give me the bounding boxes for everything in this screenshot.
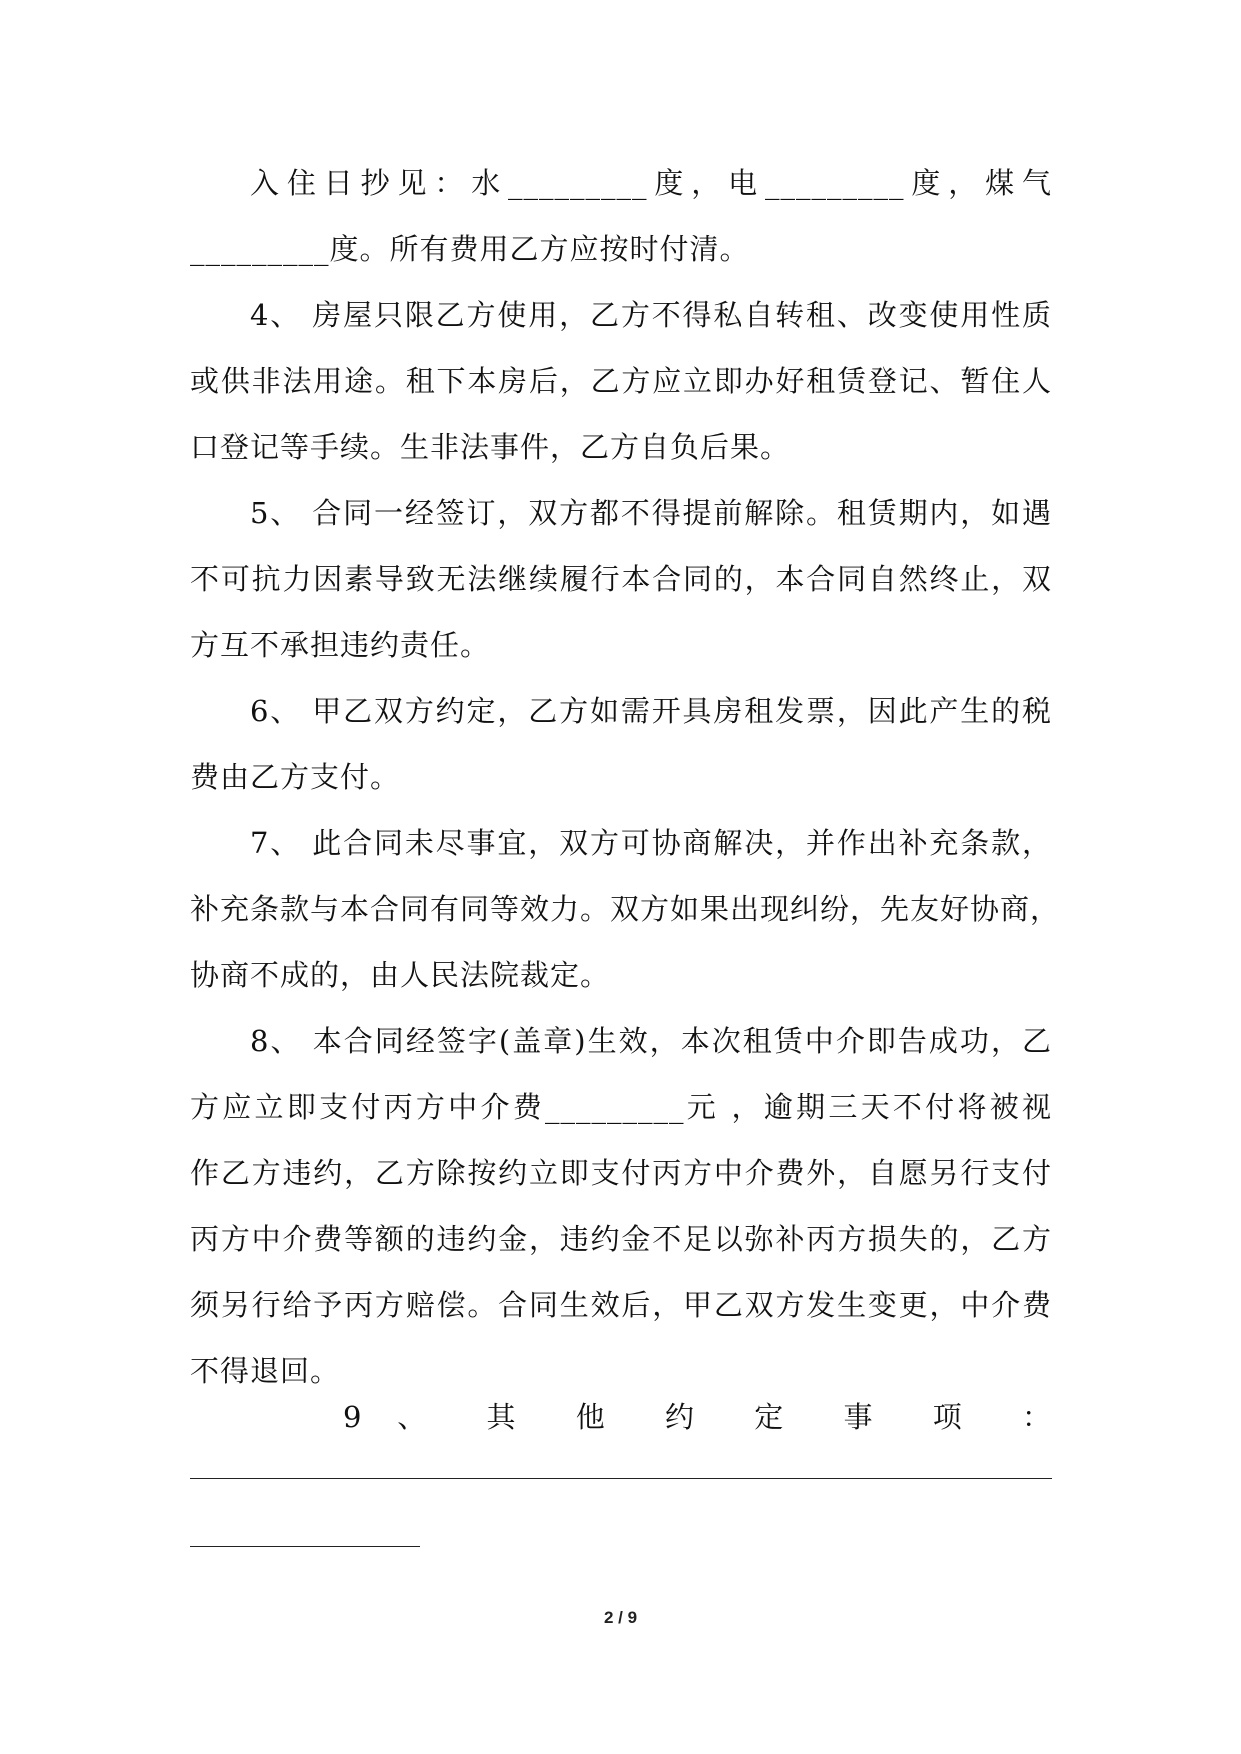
paragraph-line: 补充条款与本合同有同等效力。双方如果出现纠纷，先友好协商， (190, 892, 1061, 926)
paragraph-line: 协商不成的，由人民法院裁定。 (190, 958, 611, 992)
paragraph-line: 须另行给予丙方赔偿。合同生效后，甲乙双方发生变更，中介费 (190, 1288, 1052, 1322)
paragraph-line: 或供非法用途。租下本房后，乙方应立即办好租赁登记、暂住人 (190, 364, 1052, 398)
paragraph-line: 口登记等手续。生非法事件，乙方自负后果。 (190, 430, 791, 464)
paragraph-line: 方应立即支付丙方中介费_________元 ，逾期三天不付将被视 (190, 1090, 1052, 1124)
paragraph-line: 丙方中介费等额的违约金，违约金不足以弥补丙方损失的，乙方 (190, 1222, 1052, 1256)
paragraph-line: 不得退回。 (190, 1354, 341, 1388)
fill-in-blank-line (190, 1546, 420, 1547)
paragraph-line: 作乙方违约，乙方除按约立即支付丙方中介费外，自愿另行支付 (190, 1156, 1052, 1190)
paragraph-line: 4、 房屋只限乙方使用，乙方不得私自转租、改变使用性质 (250, 298, 1052, 332)
paragraph-line: 8、 本合同经签字(盖章)生效，本次租赁中介即告成功，乙 (250, 1024, 1052, 1058)
paragraph-line: 9 、 其 他 约 定 事 项 ： (343, 1400, 1052, 1434)
page-number: 2 / 9 (603, 1608, 638, 1627)
paragraph-line: 不可抗力因素导致无法继续履行本合同的，本合同自然终止，双 (190, 562, 1052, 596)
paragraph-line: _________度。所有费用乙方应按时付清。 (190, 232, 750, 266)
paragraph-line: 方互不承担违约责任。 (190, 628, 491, 662)
paragraph-line: 入住日抄见：水_________度，电_________度，煤气 (250, 166, 1052, 200)
fill-in-blank-line (190, 1478, 1052, 1479)
paragraph-line: 6、 甲乙双方约定，乙方如需开具房租发票，因此产生的税 (250, 694, 1052, 728)
paragraph-line: 5、 合同一经签订，双方都不得提前解除。租赁期内，如遇 (250, 496, 1052, 530)
paragraph-line: 7、 此合同未尽事宜，双方可协商解决，并作出补充条款， (250, 826, 1052, 860)
paragraph-line: 费由乙方支付。 (190, 760, 401, 794)
